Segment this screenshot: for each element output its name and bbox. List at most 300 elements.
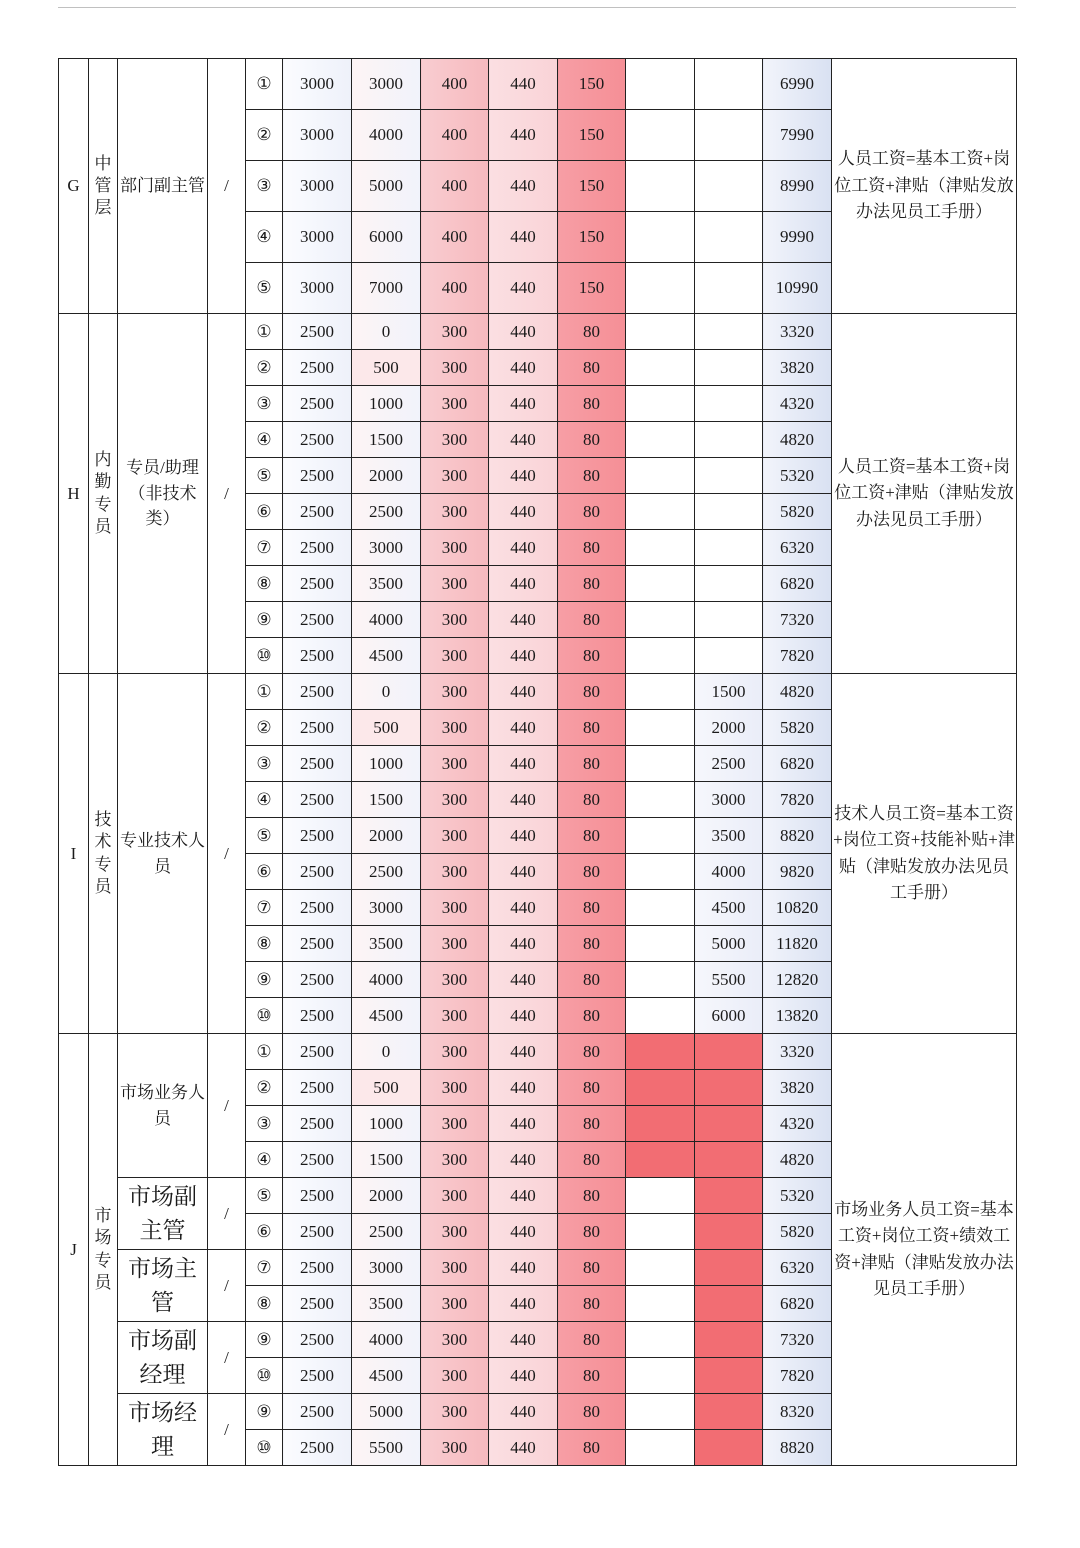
- total-cell: 9820: [763, 854, 832, 890]
- total-cell: 5320: [763, 458, 832, 494]
- skill-subsidy-cell: [695, 1178, 763, 1214]
- allowance-b-cell: 440: [489, 962, 558, 998]
- performance-cell: [626, 998, 695, 1034]
- allowance-a-cell: 300: [421, 314, 489, 350]
- allowance-a-cell: 300: [421, 854, 489, 890]
- total-cell: 3820: [763, 350, 832, 386]
- post-salary-cell: 2500: [352, 1214, 421, 1250]
- total-cell: 4820: [763, 1142, 832, 1178]
- allowance-b-cell: 440: [489, 458, 558, 494]
- grade-cell: ⑥: [246, 854, 283, 890]
- allowance-b-cell: 440: [489, 710, 558, 746]
- allowance-a-cell: 300: [421, 1286, 489, 1322]
- allowance-b-cell: 440: [489, 263, 558, 314]
- performance-cell: [626, 1106, 695, 1142]
- allowance-c-cell: 80: [558, 998, 626, 1034]
- skill-subsidy-cell: [695, 1394, 763, 1430]
- base-salary-cell: 2500: [283, 998, 352, 1034]
- allowance-a-cell: 300: [421, 530, 489, 566]
- allowance-b-cell: 440: [489, 530, 558, 566]
- performance-cell: [626, 530, 695, 566]
- allowance-a-cell: 300: [421, 1430, 489, 1466]
- skill-subsidy-cell: [695, 59, 763, 110]
- allowance-c-cell: 80: [558, 350, 626, 386]
- performance-cell: [626, 962, 695, 998]
- base-salary-cell: 2500: [283, 1034, 352, 1070]
- grade-cell: ①: [246, 674, 283, 710]
- performance-cell: [626, 1142, 695, 1178]
- skill-subsidy-cell: [695, 1142, 763, 1178]
- post-salary-cell: 4500: [352, 638, 421, 674]
- performance-cell: [626, 494, 695, 530]
- allowance-b-cell: 440: [489, 1358, 558, 1394]
- allowance-a-cell: 300: [421, 818, 489, 854]
- base-salary-cell: 2500: [283, 1286, 352, 1322]
- allowance-b-cell: 440: [489, 1286, 558, 1322]
- total-cell: 7320: [763, 1322, 832, 1358]
- grade-cell: ④: [246, 1142, 283, 1178]
- post-salary-cell: 0: [352, 674, 421, 710]
- skill-subsidy-cell: 4500: [695, 890, 763, 926]
- page-top-rule: [58, 7, 1016, 8]
- post-salary-cell: 4000: [352, 110, 421, 161]
- allowance-a-cell: 300: [421, 1214, 489, 1250]
- base-salary-cell: 2500: [283, 926, 352, 962]
- level-cell: I: [59, 674, 89, 1034]
- allowance-c-cell: 80: [558, 674, 626, 710]
- allowance-b-cell: 440: [489, 1070, 558, 1106]
- skill-subsidy-cell: [695, 1070, 763, 1106]
- total-cell: 6820: [763, 746, 832, 782]
- skill-subsidy-cell: 2000: [695, 710, 763, 746]
- performance-cell: [626, 1178, 695, 1214]
- post-salary-cell: 0: [352, 1034, 421, 1070]
- total-cell: 8820: [763, 818, 832, 854]
- grade-cell: ⑤: [246, 263, 283, 314]
- position-cell: 市场副主管: [118, 1178, 208, 1250]
- allowance-c-cell: 80: [558, 962, 626, 998]
- total-cell: 8320: [763, 1394, 832, 1430]
- category-cell: [89, 59, 118, 314]
- performance-cell: [626, 1214, 695, 1250]
- base-salary-cell: 2500: [283, 638, 352, 674]
- post-salary-cell: 1000: [352, 1106, 421, 1142]
- total-cell: 4320: [763, 1106, 832, 1142]
- grade-cell: ⑨: [246, 1394, 283, 1430]
- grade-cell: ⑤: [246, 818, 283, 854]
- total-cell: 4820: [763, 674, 832, 710]
- allowance-b-cell: 440: [489, 1142, 558, 1178]
- post-salary-cell: 1000: [352, 746, 421, 782]
- base-salary-cell: 3000: [283, 212, 352, 263]
- total-cell: 4320: [763, 386, 832, 422]
- allowance-c-cell: 80: [558, 602, 626, 638]
- post-salary-cell: 7000: [352, 263, 421, 314]
- skill-subsidy-cell: 4000: [695, 854, 763, 890]
- allowance-c-cell: 80: [558, 1286, 626, 1322]
- skill-subsidy-cell: [695, 1250, 763, 1286]
- level-cell: H: [59, 314, 89, 674]
- total-cell: 10990: [763, 263, 832, 314]
- allowance-c-cell: 80: [558, 638, 626, 674]
- allowance-b-cell: 440: [489, 1250, 558, 1286]
- allowance-a-cell: 400: [421, 110, 489, 161]
- allowance-c-cell: 80: [558, 458, 626, 494]
- grade-cell: ⑩: [246, 1358, 283, 1394]
- allowance-b-cell: 440: [489, 818, 558, 854]
- post-salary-cell: 4000: [352, 962, 421, 998]
- total-cell: 5320: [763, 1178, 832, 1214]
- performance-cell: [626, 746, 695, 782]
- skill-subsidy-cell: [695, 350, 763, 386]
- performance-cell: [626, 59, 695, 110]
- performance-cell: [626, 1430, 695, 1466]
- post-salary-cell: 0: [352, 314, 421, 350]
- post-salary-cell: 500: [352, 350, 421, 386]
- performance-cell: [626, 422, 695, 458]
- slash-cell: /: [208, 59, 246, 314]
- total-cell: 3820: [763, 1070, 832, 1106]
- category-cell: [89, 314, 118, 674]
- total-cell: 7820: [763, 1358, 832, 1394]
- post-salary-cell: 3500: [352, 926, 421, 962]
- base-salary-cell: 2500: [283, 314, 352, 350]
- allowance-c-cell: 80: [558, 422, 626, 458]
- skill-subsidy-cell: [695, 1322, 763, 1358]
- allowance-c-cell: 80: [558, 710, 626, 746]
- allowance-a-cell: 300: [421, 1250, 489, 1286]
- allowance-a-cell: 300: [421, 998, 489, 1034]
- allowance-c-cell: 150: [558, 212, 626, 263]
- allowance-b-cell: 440: [489, 674, 558, 710]
- allowance-a-cell: 300: [421, 1394, 489, 1430]
- allowance-c-cell: 80: [558, 494, 626, 530]
- post-salary-cell: 1500: [352, 1142, 421, 1178]
- allowance-c-cell: 80: [558, 1178, 626, 1214]
- post-salary-cell: 2500: [352, 494, 421, 530]
- grade-cell: ③: [246, 746, 283, 782]
- performance-cell: [626, 1250, 695, 1286]
- base-salary-cell: 2500: [283, 1394, 352, 1430]
- base-salary-cell: 2500: [283, 854, 352, 890]
- base-salary-cell: 2500: [283, 1106, 352, 1142]
- performance-cell: [626, 710, 695, 746]
- post-salary-cell: 4500: [352, 998, 421, 1034]
- allowance-b-cell: 440: [489, 1394, 558, 1430]
- total-cell: 7820: [763, 782, 832, 818]
- skill-subsidy-cell: [695, 263, 763, 314]
- performance-cell: [626, 674, 695, 710]
- table-row: [59, 674, 1017, 710]
- allowance-a-cell: 300: [421, 710, 489, 746]
- total-cell: 7820: [763, 638, 832, 674]
- grade-cell: ⑨: [246, 602, 283, 638]
- allowance-a-cell: 300: [421, 962, 489, 998]
- total-cell: 9990: [763, 212, 832, 263]
- base-salary-cell: 2500: [283, 458, 352, 494]
- position-cell: 部门副主管: [118, 59, 208, 314]
- base-salary-cell: 2500: [283, 422, 352, 458]
- allowance-c-cell: 150: [558, 59, 626, 110]
- grade-cell: ①: [246, 314, 283, 350]
- post-salary-cell: 3000: [352, 59, 421, 110]
- total-cell: 3320: [763, 1034, 832, 1070]
- performance-cell: [626, 1070, 695, 1106]
- allowance-c-cell: 80: [558, 530, 626, 566]
- base-salary-cell: 2500: [283, 710, 352, 746]
- allowance-b-cell: 440: [489, 890, 558, 926]
- post-salary-cell: 500: [352, 1070, 421, 1106]
- salary-grade-table: [58, 58, 1017, 1466]
- level-cell: J: [59, 1034, 89, 1466]
- slash-cell: /: [208, 1178, 246, 1250]
- allowance-b-cell: 440: [489, 59, 558, 110]
- allowance-c-cell: 80: [558, 1394, 626, 1430]
- grade-cell: ⑥: [246, 494, 283, 530]
- grade-cell: ①: [246, 1034, 283, 1070]
- total-cell: 12820: [763, 962, 832, 998]
- position-cell: 市场经理: [118, 1394, 208, 1466]
- allowance-a-cell: 300: [421, 1322, 489, 1358]
- performance-cell: [626, 350, 695, 386]
- grade-cell: ⑧: [246, 926, 283, 962]
- total-cell: 5820: [763, 494, 832, 530]
- allowance-a-cell: 300: [421, 782, 489, 818]
- base-salary-cell: 2500: [283, 1214, 352, 1250]
- skill-subsidy-cell: [695, 1430, 763, 1466]
- total-cell: 7990: [763, 110, 832, 161]
- slash-cell: /: [208, 1250, 246, 1322]
- performance-cell: [626, 1034, 695, 1070]
- allowance-a-cell: 300: [421, 350, 489, 386]
- grade-cell: ②: [246, 350, 283, 386]
- base-salary-cell: 2500: [283, 530, 352, 566]
- grade-cell: ⑦: [246, 890, 283, 926]
- allowance-b-cell: 440: [489, 212, 558, 263]
- performance-cell: [626, 926, 695, 962]
- post-salary-cell: 3000: [352, 1250, 421, 1286]
- allowance-c-cell: 80: [558, 890, 626, 926]
- skill-subsidy-cell: [695, 422, 763, 458]
- total-cell: 7320: [763, 602, 832, 638]
- grade-cell: ⑩: [246, 1430, 283, 1466]
- total-cell: 8990: [763, 161, 832, 212]
- post-salary-cell: 3500: [352, 1286, 421, 1322]
- skill-subsidy-cell: 5500: [695, 962, 763, 998]
- performance-cell: [626, 161, 695, 212]
- allowance-b-cell: 440: [489, 350, 558, 386]
- allowance-a-cell: 400: [421, 161, 489, 212]
- category-text: 中管层: [94, 153, 112, 218]
- allowance-a-cell: 300: [421, 890, 489, 926]
- base-salary-cell: 2500: [283, 962, 352, 998]
- allowance-c-cell: 80: [558, 854, 626, 890]
- grade-cell: ③: [246, 1106, 283, 1142]
- allowance-c-cell: 150: [558, 161, 626, 212]
- performance-cell: [626, 1322, 695, 1358]
- post-salary-cell: 2000: [352, 818, 421, 854]
- grade-cell: ⑧: [246, 566, 283, 602]
- skill-subsidy-cell: 6000: [695, 998, 763, 1034]
- allowance-a-cell: 300: [421, 638, 489, 674]
- allowance-a-cell: 300: [421, 1070, 489, 1106]
- allowance-b-cell: 440: [489, 1178, 558, 1214]
- allowance-c-cell: 80: [558, 1358, 626, 1394]
- allowance-a-cell: 300: [421, 1178, 489, 1214]
- allowance-b-cell: 440: [489, 602, 558, 638]
- base-salary-cell: 3000: [283, 59, 352, 110]
- skill-subsidy-cell: [695, 602, 763, 638]
- base-salary-cell: 2500: [283, 782, 352, 818]
- allowance-a-cell: 400: [421, 59, 489, 110]
- skill-subsidy-cell: [695, 638, 763, 674]
- performance-cell: [626, 566, 695, 602]
- category-text: 内勤专员: [94, 450, 112, 536]
- grade-cell: ④: [246, 782, 283, 818]
- performance-cell: [626, 602, 695, 638]
- grade-cell: ②: [246, 110, 283, 161]
- performance-cell: [626, 1394, 695, 1430]
- post-salary-cell: 3000: [352, 890, 421, 926]
- skill-subsidy-cell: [695, 1106, 763, 1142]
- performance-cell: [626, 110, 695, 161]
- table-row: [59, 1034, 1017, 1070]
- post-salary-cell: 4500: [352, 1358, 421, 1394]
- skill-subsidy-cell: [695, 494, 763, 530]
- base-salary-cell: 2500: [283, 1178, 352, 1214]
- category-text: 市场专员: [94, 1206, 112, 1292]
- post-salary-cell: 5000: [352, 1394, 421, 1430]
- post-salary-cell: 4000: [352, 1322, 421, 1358]
- allowance-b-cell: 440: [489, 422, 558, 458]
- allowance-c-cell: 80: [558, 746, 626, 782]
- allowance-c-cell: 80: [558, 926, 626, 962]
- grade-cell: ⑤: [246, 1178, 283, 1214]
- skill-subsidy-cell: [695, 386, 763, 422]
- allowance-c-cell: 80: [558, 818, 626, 854]
- category-cell: [89, 674, 118, 1034]
- grade-cell: ④: [246, 212, 283, 263]
- post-salary-cell: 5500: [352, 1430, 421, 1466]
- base-salary-cell: 2500: [283, 602, 352, 638]
- post-salary-cell: 500: [352, 710, 421, 746]
- slash-cell: /: [208, 314, 246, 674]
- skill-subsidy-cell: [695, 458, 763, 494]
- allowance-b-cell: 440: [489, 638, 558, 674]
- allowance-a-cell: 300: [421, 1142, 489, 1178]
- allowance-c-cell: 80: [558, 1322, 626, 1358]
- performance-cell: [626, 854, 695, 890]
- allowance-a-cell: 300: [421, 422, 489, 458]
- allowance-c-cell: 80: [558, 1034, 626, 1070]
- skill-subsidy-cell: 3000: [695, 782, 763, 818]
- total-cell: 5820: [763, 1214, 832, 1250]
- category-cell: [89, 1034, 118, 1466]
- post-salary-cell: 2500: [352, 854, 421, 890]
- base-salary-cell: 2500: [283, 674, 352, 710]
- allowance-b-cell: 440: [489, 782, 558, 818]
- allowance-a-cell: 300: [421, 386, 489, 422]
- base-salary-cell: 2500: [283, 566, 352, 602]
- base-salary-cell: 2500: [283, 890, 352, 926]
- total-cell: 4820: [763, 422, 832, 458]
- post-salary-cell: 2000: [352, 458, 421, 494]
- total-cell: 8820: [763, 1430, 832, 1466]
- allowance-a-cell: 300: [421, 602, 489, 638]
- grade-cell: ①: [246, 59, 283, 110]
- allowance-a-cell: 300: [421, 1358, 489, 1394]
- position-cell: 市场主管: [118, 1250, 208, 1322]
- allowance-c-cell: 80: [558, 1250, 626, 1286]
- allowance-c-cell: 80: [558, 1430, 626, 1466]
- base-salary-cell: 3000: [283, 161, 352, 212]
- performance-cell: [626, 1358, 695, 1394]
- allowance-a-cell: 300: [421, 926, 489, 962]
- post-salary-cell: 1500: [352, 782, 421, 818]
- allowance-a-cell: 300: [421, 1034, 489, 1070]
- performance-cell: [626, 386, 695, 422]
- allowance-a-cell: 300: [421, 746, 489, 782]
- performance-cell: [626, 458, 695, 494]
- allowance-b-cell: 440: [489, 110, 558, 161]
- total-cell: 5820: [763, 710, 832, 746]
- performance-cell: [626, 263, 695, 314]
- grade-cell: ③: [246, 161, 283, 212]
- post-salary-cell: 2000: [352, 1178, 421, 1214]
- allowance-b-cell: 440: [489, 926, 558, 962]
- allowance-b-cell: 440: [489, 566, 558, 602]
- grade-cell: ⑩: [246, 998, 283, 1034]
- post-salary-cell: 3000: [352, 530, 421, 566]
- grade-cell: ⑥: [246, 1214, 283, 1250]
- performance-cell: [626, 314, 695, 350]
- formula-note: 人员工资=基本工资+岗位工资+津贴（津贴发放办法见员工手册）: [832, 314, 1017, 674]
- grade-cell: ②: [246, 1070, 283, 1106]
- slash-cell: /: [208, 1394, 246, 1466]
- slash-cell: /: [208, 674, 246, 1034]
- level-cell: G: [59, 59, 89, 314]
- allowance-a-cell: 300: [421, 674, 489, 710]
- allowance-c-cell: 80: [558, 1142, 626, 1178]
- allowance-b-cell: 440: [489, 494, 558, 530]
- base-salary-cell: 2500: [283, 746, 352, 782]
- allowance-c-cell: 80: [558, 782, 626, 818]
- formula-note: 人员工资=基本工资+岗位工资+津贴（津贴发放办法见员工手册）: [832, 59, 1017, 314]
- position-cell: 专业技术人员: [118, 674, 208, 1034]
- allowance-b-cell: 440: [489, 854, 558, 890]
- allowance-b-cell: 440: [489, 314, 558, 350]
- base-salary-cell: 2500: [283, 818, 352, 854]
- grade-cell: ⑩: [246, 638, 283, 674]
- skill-subsidy-cell: [695, 161, 763, 212]
- grade-cell: ③: [246, 386, 283, 422]
- base-salary-cell: 2500: [283, 1430, 352, 1466]
- allowance-c-cell: 150: [558, 263, 626, 314]
- allowance-c-cell: 80: [558, 1070, 626, 1106]
- position-cell: 市场副经理: [118, 1322, 208, 1394]
- grade-cell: ⑧: [246, 1286, 283, 1322]
- allowance-b-cell: 440: [489, 1106, 558, 1142]
- post-salary-cell: 3500: [352, 566, 421, 602]
- position-cell: 市场业务人员: [118, 1034, 208, 1178]
- performance-cell: [626, 1286, 695, 1322]
- post-salary-cell: 6000: [352, 212, 421, 263]
- base-salary-cell: 3000: [283, 110, 352, 161]
- allowance-a-cell: 300: [421, 458, 489, 494]
- allowance-a-cell: 300: [421, 1106, 489, 1142]
- skill-subsidy-cell: [695, 212, 763, 263]
- skill-subsidy-cell: [695, 1214, 763, 1250]
